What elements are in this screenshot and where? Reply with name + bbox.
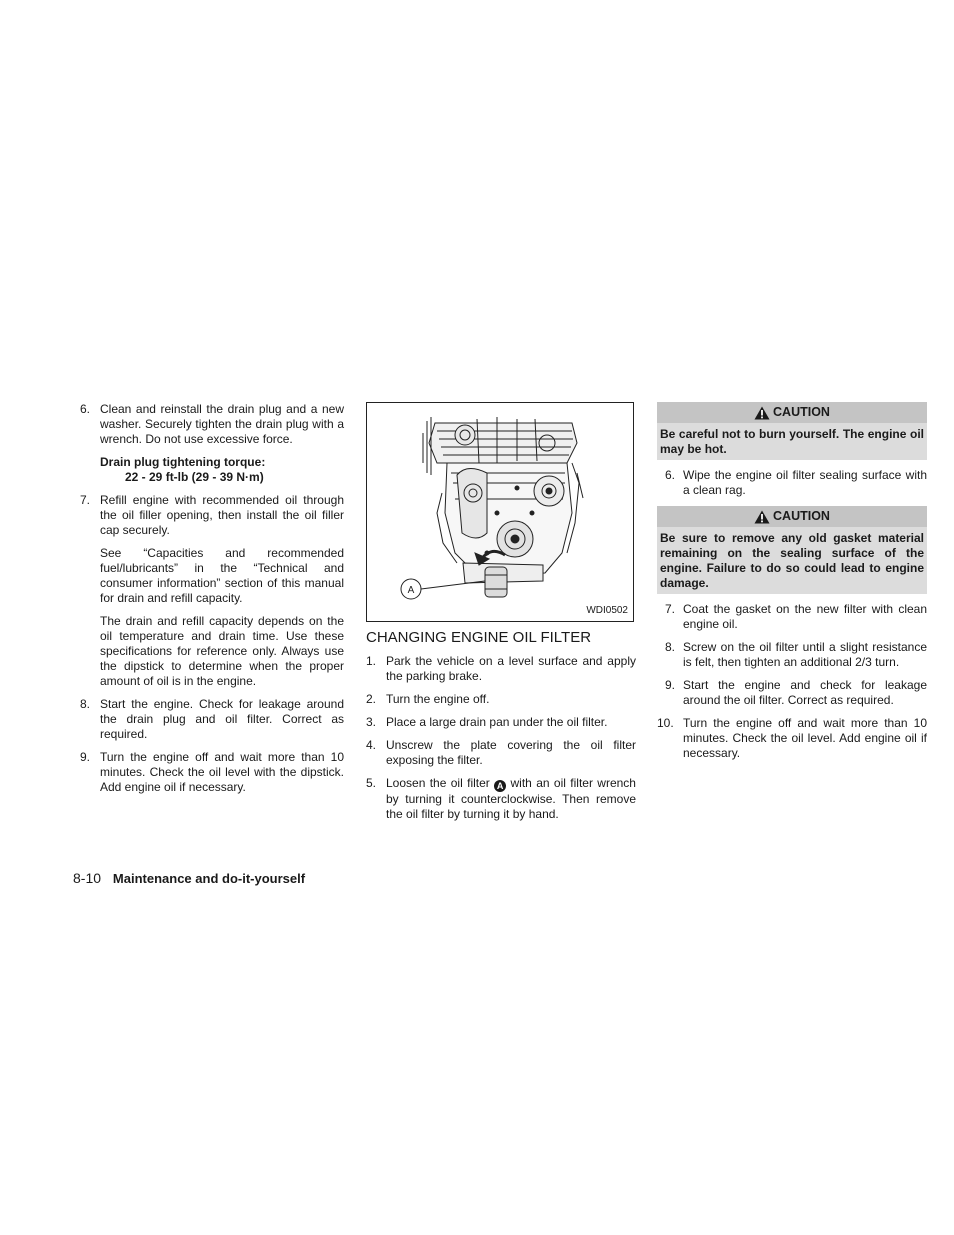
step-number: 6. (665, 468, 676, 482)
capacity-note-paragraph: The drain and refill capacity depends on the oil temperature and drain time. Use these specifications for reference only. Always use the dipstick to determine when the proper amount of oil is in the engine. (100, 614, 344, 688)
filter-step-7 (657, 602, 927, 632)
torque-label: Drain plug tightening torque: (100, 455, 266, 469)
step-text-post: with an oil filter wrench by turning it counterclockwise. Then remove the oil filter by turning it by hand. (386, 776, 636, 821)
caution-box-gasket (657, 506, 927, 594)
left-column (80, 402, 344, 803)
step-number: 3. (366, 715, 377, 729)
filter-step-8 (657, 640, 927, 670)
step-text: Coat the gasket on the new filter with clean engine oil. (683, 602, 927, 631)
filter-step-4 (366, 738, 636, 768)
step-number: 2. (366, 692, 377, 706)
filter-step-6 (657, 468, 927, 498)
step-text: Park the vehicle on a level surface and apply the parking brake. (386, 654, 636, 683)
capacity-reference-paragraph: See “Capacities and recommended fuel/lubricants” in the “Technical and consumer information” section of this manual for drain and refill capacity. (100, 546, 344, 605)
step-text: Start the engine and check for leakage around the oil filter. Correct as required. (683, 678, 927, 707)
middle-column (366, 402, 636, 830)
engine-illustration (366, 402, 634, 622)
filter-step-1 (366, 654, 636, 684)
caution-box-burn (657, 402, 927, 460)
step-number: 9. (665, 678, 676, 692)
torque-spec (100, 455, 344, 485)
step-text: Turn the engine off and wait more than 10 minutes. Check the oil level. Add engine oil if necessary. (683, 716, 927, 760)
section-name: Maintenance and do-it-yourself (112, 871, 306, 886)
step-text: Refill engine with recommended oil through the oil filler opening, then install the oil filler cap securely. (100, 493, 344, 537)
step-text: Start the engine. Check for leakage around the drain plug and oil filter. Correct as required. (100, 697, 344, 741)
caution-text: Be sure to remove any old gasket material remaining on the sealing surface of the engine. Failure to do so could lead to engine damage. (657, 527, 927, 594)
step-number: 7. (665, 602, 676, 616)
filter-step-10 (657, 716, 927, 761)
step-number: 8. (665, 640, 676, 654)
step-text (386, 776, 636, 822)
section-title: CHANGING ENGINE OIL FILTER (366, 629, 592, 646)
figure-code: WDI0502 (586, 605, 628, 616)
step-6-drain-plug (80, 402, 344, 447)
step-number: 6. (80, 402, 91, 416)
filter-step-5 (366, 776, 636, 822)
caution-header (657, 506, 927, 527)
step-text: Unscrew the plate covering the oil filter exposing the filter. (386, 738, 636, 767)
right-column (657, 402, 927, 769)
engine-drawing (367, 403, 633, 621)
step-text: Turn the engine off and wait more than 10 minutes. Check the oil level with the dipstick. Add engine oil if necessary. (100, 750, 344, 794)
step-text-pre: Loosen the oil filter (386, 776, 490, 790)
filter-step-9 (657, 678, 927, 708)
step-number: 10. (657, 716, 674, 730)
step-number: 1. (366, 654, 377, 668)
step-number: 4. (366, 738, 377, 752)
caution-header (657, 402, 927, 423)
caution-title: CAUTION (773, 405, 830, 419)
page-number: 8-10 (73, 870, 102, 886)
step-text: Screw on the oil filter until a slight resistance is felt, then tighten an additional 2/3 turn. (683, 640, 927, 669)
caution-title: CAUTION (773, 509, 830, 523)
step-number: 8. (80, 697, 91, 711)
step-8-start-engine (80, 697, 344, 742)
step-7-refill (80, 493, 344, 538)
step-number: 5. (366, 776, 377, 790)
caution-text: Be careful not to burn yourself. The engine oil may be hot. (657, 423, 927, 460)
step-text: Place a large drain pan under the oil filter. (386, 715, 608, 729)
step-text: Clean and reinstall the drain plug and a new washer. Securely tighten the drain plug with a wrench. Do not use excessive force. (100, 402, 344, 446)
callout-a-label: A (407, 585, 415, 596)
filter-step-3 (366, 715, 636, 730)
step-number: 9. (80, 750, 91, 764)
step-text: Wipe the engine oil filter sealing surface with a clean rag. (683, 468, 927, 497)
step-9-check-level (80, 750, 344, 795)
warning-triangle-icon (754, 510, 770, 524)
filter-step-2 (366, 692, 636, 707)
callout-a-marker: A (494, 780, 506, 792)
step-number: 7. (80, 493, 91, 507)
warning-triangle-icon (754, 406, 770, 420)
torque-value: 22 - 29 ft-lb (29 - 39 N·m) (125, 470, 264, 484)
page-footer (73, 871, 305, 886)
step-text: Turn the engine off. (386, 692, 490, 706)
